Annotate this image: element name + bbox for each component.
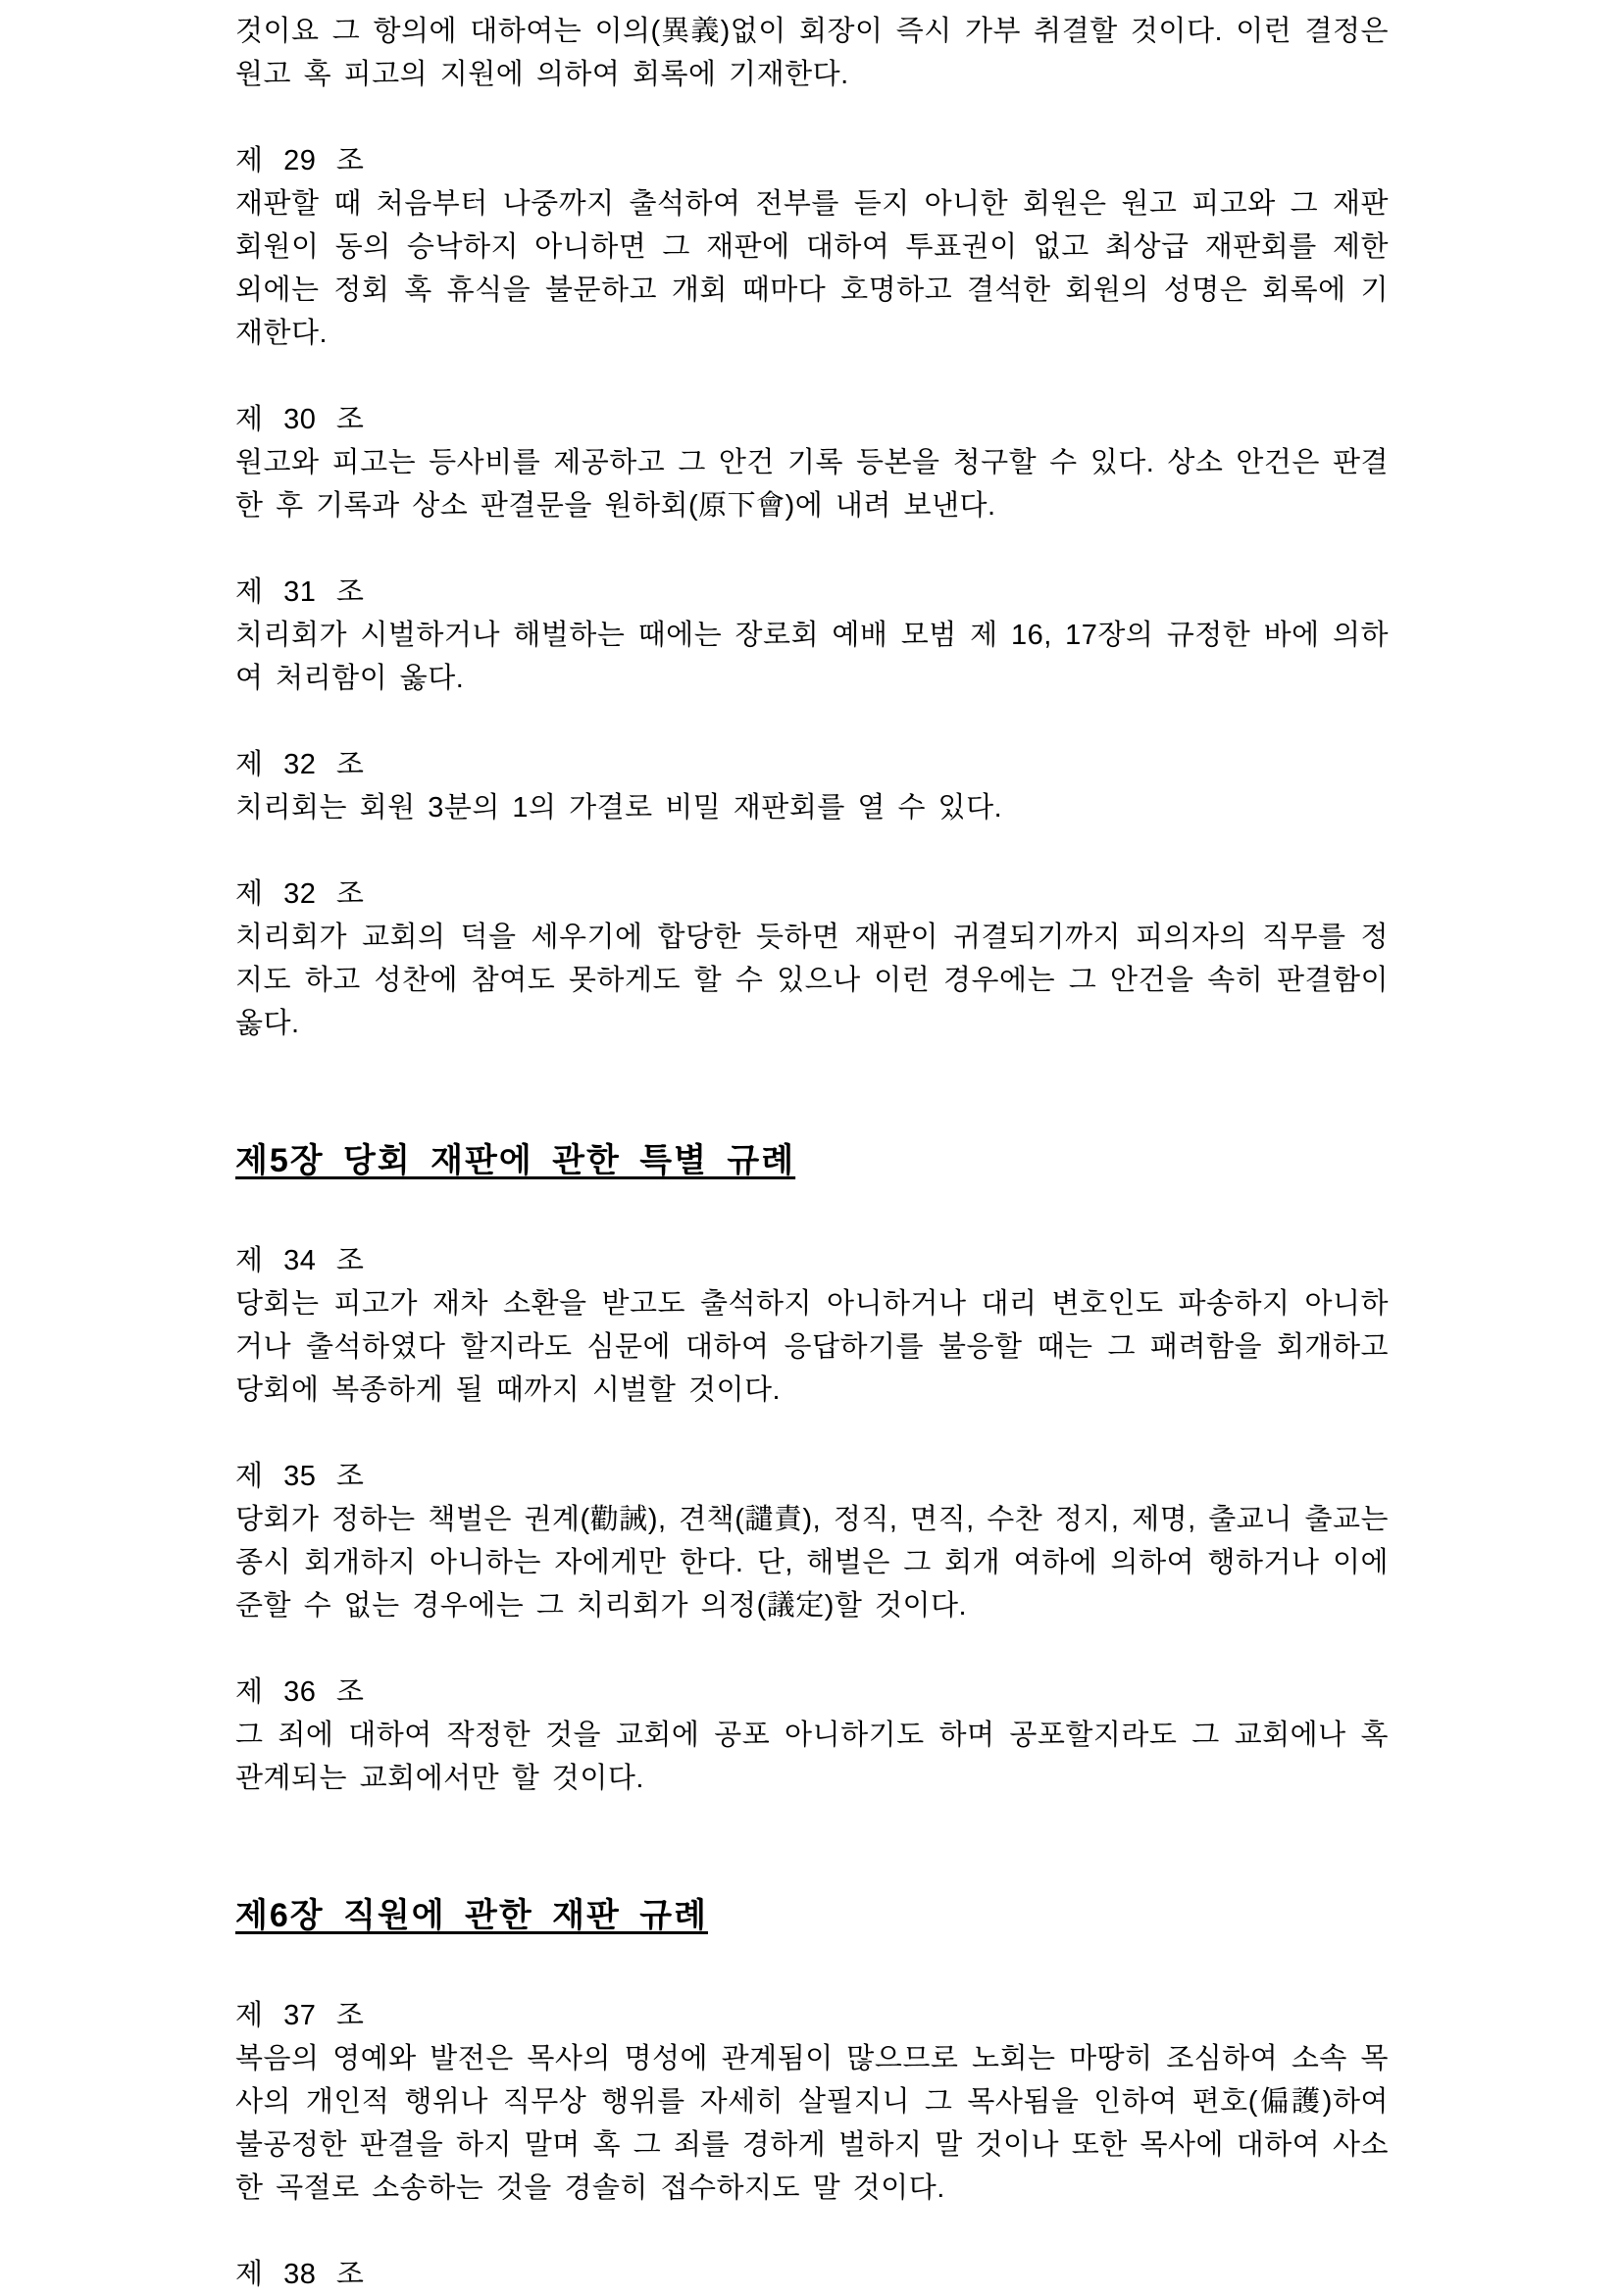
- article-30-body: 원고와 피고는 등사비를 제공하고 그 안건 기록 등본을 청구할 수 있다. 상소 안건은 판결한 후 기록과 상소 판결문을 원하회(原下會)에 내려 보낸다.: [235, 447, 1389, 522]
- article-35: [235, 1455, 1389, 1627]
- chapter-6-heading: 제6장 직원에 관한 재판 규례: [235, 1897, 708, 1934]
- article-30: [235, 398, 1389, 527]
- article-32-first-body: 치리회는 회원 3분의 1의 가결로 비밀 재판회를 열 수 있다.: [235, 792, 1003, 824]
- article-36-body: 그 죄에 대하여 작정한 것을 교회에 공포 아니하기도 하며 공포할지라도 그 교회에나 혹 관계되는 교회에서만 할 것이다.: [235, 1720, 1389, 1794]
- article-34-number: 제 34 조: [235, 1245, 365, 1276]
- article-35-number: 제 35 조: [235, 1461, 365, 1492]
- article-34: [235, 1239, 1389, 1412]
- article-29-number: 제 29 조: [235, 145, 365, 176]
- article-38: [235, 2253, 1389, 2296]
- article-31: [235, 571, 1389, 700]
- article-36: [235, 1671, 1389, 1800]
- article-37-number: 제 37 조: [235, 2000, 365, 2031]
- article-29-body: 재판할 때 처음부터 나중까지 출석하여 전부를 듣지 아니한 회원은 원고 피고와 그 재판 회원이 동의 승낙하지 아니하면 그 재판에 대하여 투표권이 없고 최상급 재판회를 제한 외에는 정회 혹 휴식을 불문하고 개회 때마다 호명하고 결석한 회원의 성명은 회록에 기재한다.: [235, 188, 1389, 349]
- article-32-first: [235, 743, 1389, 829]
- article-32-second-number: 제 32 조: [235, 878, 365, 910]
- article-29: [235, 139, 1389, 355]
- article-31-body: 치리회가 시벌하거나 해벌하는 때에는 장로회 예배 모범 제 16, 17장의 규정한 바에 의하여 처리함이 옳다.: [235, 620, 1389, 694]
- article-35-body: 당회가 정하는 책벌은 권계(勸誡), 견책(譴責), 정직, 면직, 수찬 정지, 제명, 출교니 출교는 종시 회개하지 아니하는 자에게만 한다. 단, 해벌은 그 회개 여하에 의하여 행하거나 이에 준할 수 없는 경우에는 그 치리회가 의정(議定)할 것이다.: [235, 1504, 1389, 1622]
- article-30-number: 제 30 조: [235, 404, 365, 435]
- document-text-block: [235, 10, 1389, 2296]
- article-32-second-body: 치리회가 교회의 덕을 세우기에 합당한 듯하면 재판이 귀결되기까지 피의자의 직무를 정지도 하고 성찬에 참여도 못하게도 할 수 있으나 이런 경우에는 그 안건을 속히 판결함이 옳다.: [235, 922, 1389, 1039]
- article-34-body: 당회는 피고가 재차 소환을 받고도 출석하지 아니하거나 대리 변호인도 파송하지 아니하거나 출석하였다 할지라도 심문에 대하여 응답하기를 불응할 때는 그 패려함을 회개하고 당회에 복종하게 될 때까지 시벌할 것이다.: [235, 1288, 1389, 1406]
- article-32-first-number: 제 32 조: [235, 749, 365, 780]
- article-38-number: 제 38 조: [235, 2259, 365, 2290]
- article-37: [235, 1994, 1389, 2210]
- continuation-paragraph: 것이요 그 항의에 대하여는 이의(異義)없이 회장이 즉시 가부 취결할 것이다. 이런 결정은 원고 혹 피고의 지원에 의하여 회록에 기재한다.: [235, 16, 1389, 90]
- article-31-number: 제 31 조: [235, 576, 365, 608]
- article-37-body: 복음의 영예와 발전은 목사의 명성에 관계됨이 많으므로 노회는 마땅히 조심하여 소속 목사의 개인적 행위나 직무상 행위를 자세히 살필지니 그 목사됨을 인하여 편호(偏護)하여 불공정한 판결을 하지 말며 혹 그 죄를 경하게 벌하지 말 것이나 또한 목사에 대하여 사소한 곡절로 소송하는 것을 경솔히 접수하지도 말 것이다.: [235, 2043, 1389, 2204]
- article-36-number: 제 36 조: [235, 1676, 365, 1708]
- article-32-second: [235, 873, 1389, 1045]
- chapter-5-heading: 제5장 당회 재판에 관한 특별 규례: [235, 1142, 796, 1179]
